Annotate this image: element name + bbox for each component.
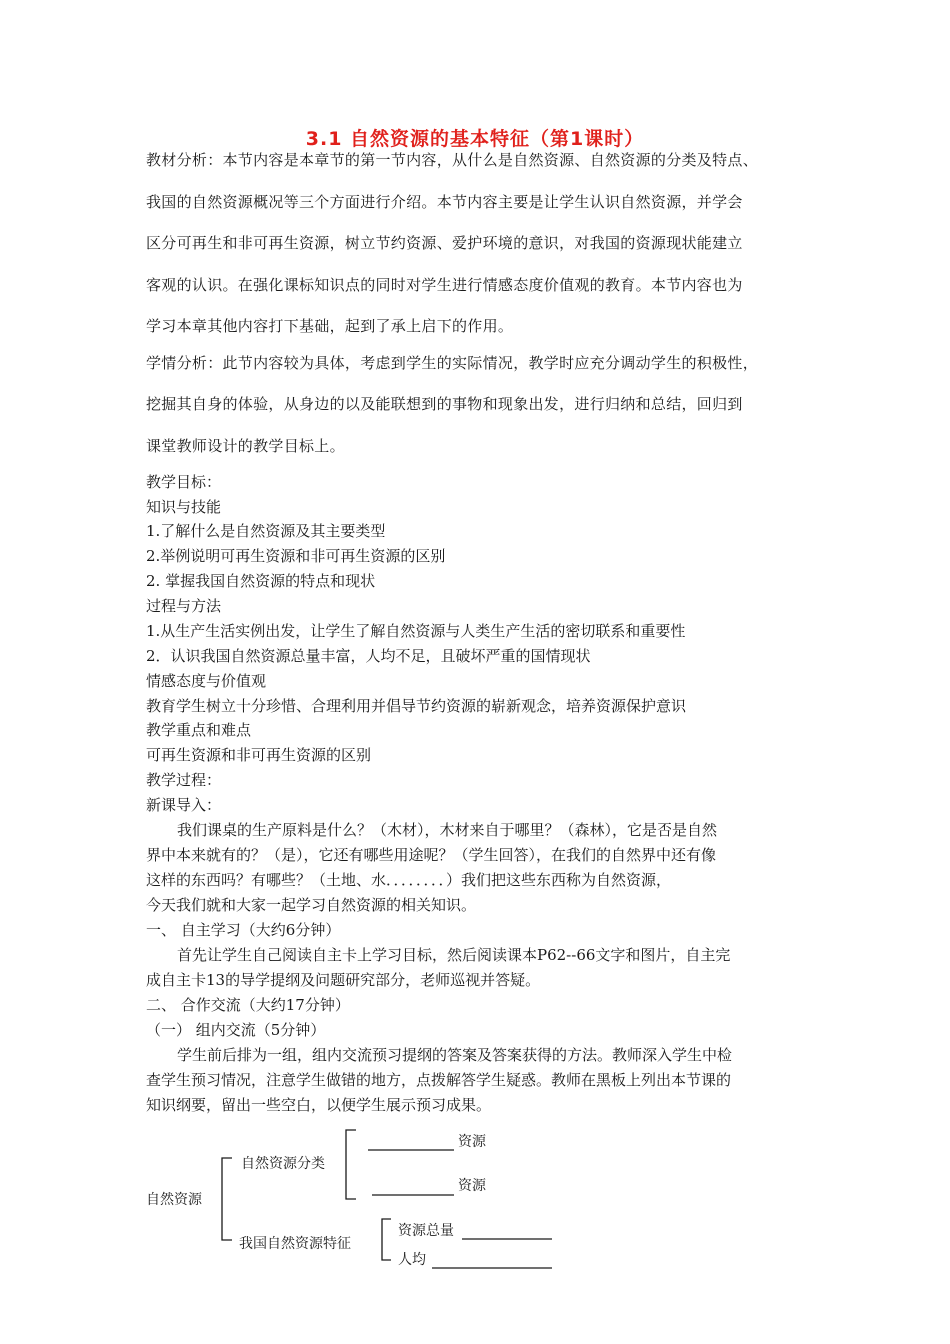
goal-item: 2.举例说明可再生资源和非可再生资源的区别 [146,547,446,565]
diagram-branch1-label: 自然资源分类 [241,1156,325,1172]
root-bracket [222,1158,232,1240]
textbook-analysis-line: 区分可再生和非可再生资源，树立节约资源、爱护环境的意识，对我国的资源现状能建立 [146,234,743,252]
intro-line: 今天我们就和大家一起学习自然资源的相关知识。 [146,896,477,914]
goal-item: 1.了解什么是自然资源及其主要类型 [146,522,386,540]
section-body-line: 查学生预习情况，注意学生做错的地方，点拨解答学生疑惑。教师在黑板上列出本节课的 [146,1071,732,1089]
goals-subheading: 过程与方法 [146,597,222,615]
textbook-analysis-line: 客观的认识。在强化课标知识点的同时对学生进行情感态度价值观的教育。本节内容也为 [146,276,743,294]
diagram-root-label: 自然资源 [146,1192,202,1208]
textbook-analysis-line: 学习本章其他内容打下基础，起到了承上启下的作用。 [146,317,514,335]
subsection-heading: （一） 组内交流（5分钟） [146,1021,326,1039]
goals-heading: 教学目标： [146,473,222,491]
diagram-branch2-item: 资源总量 [398,1223,454,1239]
goal-item: 可再生资源和非可再生资源的区别 [146,746,372,764]
goal-item: 教育学生树立十分珍惜、合理利用并倡导节约资源的崭新观念，培养资源保护意识 [146,697,687,715]
goal-item: 2．认识我国自然资源总量丰富，人均不足，且破坏严重的国情现状 [146,647,591,665]
goals-subheading: 教学重点和难点 [146,721,252,739]
section-body-line: 学生前后排为一组，组内交流预习提纲的答案及答案获得的方法。教师深入学生中检 [177,1046,733,1064]
intro-heading: 新课导入： [146,796,222,814]
diagram-branch2-label: 我国自然资源特征 [239,1236,351,1252]
goal-item: 2. 掌握我国自然资源的特点和现状 [146,572,376,590]
student-analysis-line: 学情分析：此节内容较为具体，考虑到学生的实际情况，教学时应充分调动学生的积极性， [146,354,759,372]
page-title: 3.1 自然资源的基本特征（第1课时） [305,128,645,150]
section-heading: 一、 自主学习（大约6分钟） [146,921,341,939]
goals-subheading: 情感态度与价值观 [146,672,267,690]
goal-item: 1.从生产生活实例出发，让学生了解自然资源与人类生产生活的密切联系和重要性 [146,622,686,640]
goals-subheading: 知识与技能 [146,498,222,516]
student-analysis-line: 课堂教师设计的教学目标上。 [146,437,345,455]
diagram-branch1-item: 资源 [458,1178,486,1194]
branch2-bracket [382,1219,391,1260]
section-body-line: 知识纲要，留出一些空白，以便学生展示预习成果。 [146,1096,492,1114]
textbook-analysis-line: 我国的自然资源概况等三个方面进行介绍。本节内容主要是让学生认识自然资源，并学会 [146,193,743,211]
textbook-analysis-line: 教材分析：本节内容是本章节的第一节内容，从什么是自然资源、自然资源的分类及特点、 [146,151,759,169]
intro-line: 界中本来就有的？（是），它还有哪些用途呢？（学生回答），在我们的自然界中还有像 [146,846,717,864]
intro-line: 我们课桌的生产原料是什么？（木材），木材来自于哪里？（森林），它是否是自然 [177,821,718,839]
intro-line: 这样的东西吗？有哪些？（土地、水．．．．．．．．）我们把这些东西称为自然资源， [146,871,672,889]
process-heading: 教学过程： [146,771,222,789]
section-body-line: 成自主卡13的导学提纲及问题研究部分，老师巡视并答疑。 [146,971,541,989]
diagram-branch1-item: 资源 [458,1134,486,1150]
student-analysis-line: 挖掘其自身的体验，从身边的以及能联想到的事物和现象出发，进行归纳和总结，回归到 [146,395,743,413]
branch1-bracket [346,1130,356,1199]
section-heading: 二、 合作交流（大约17分钟） [146,996,350,1014]
diagram-branch2-item: 人均 [398,1252,426,1268]
section-body-line: 首先让学生自己阅读自主卡上学习目标，然后阅读课本P62--66文字和图片，自主完 [177,946,731,964]
